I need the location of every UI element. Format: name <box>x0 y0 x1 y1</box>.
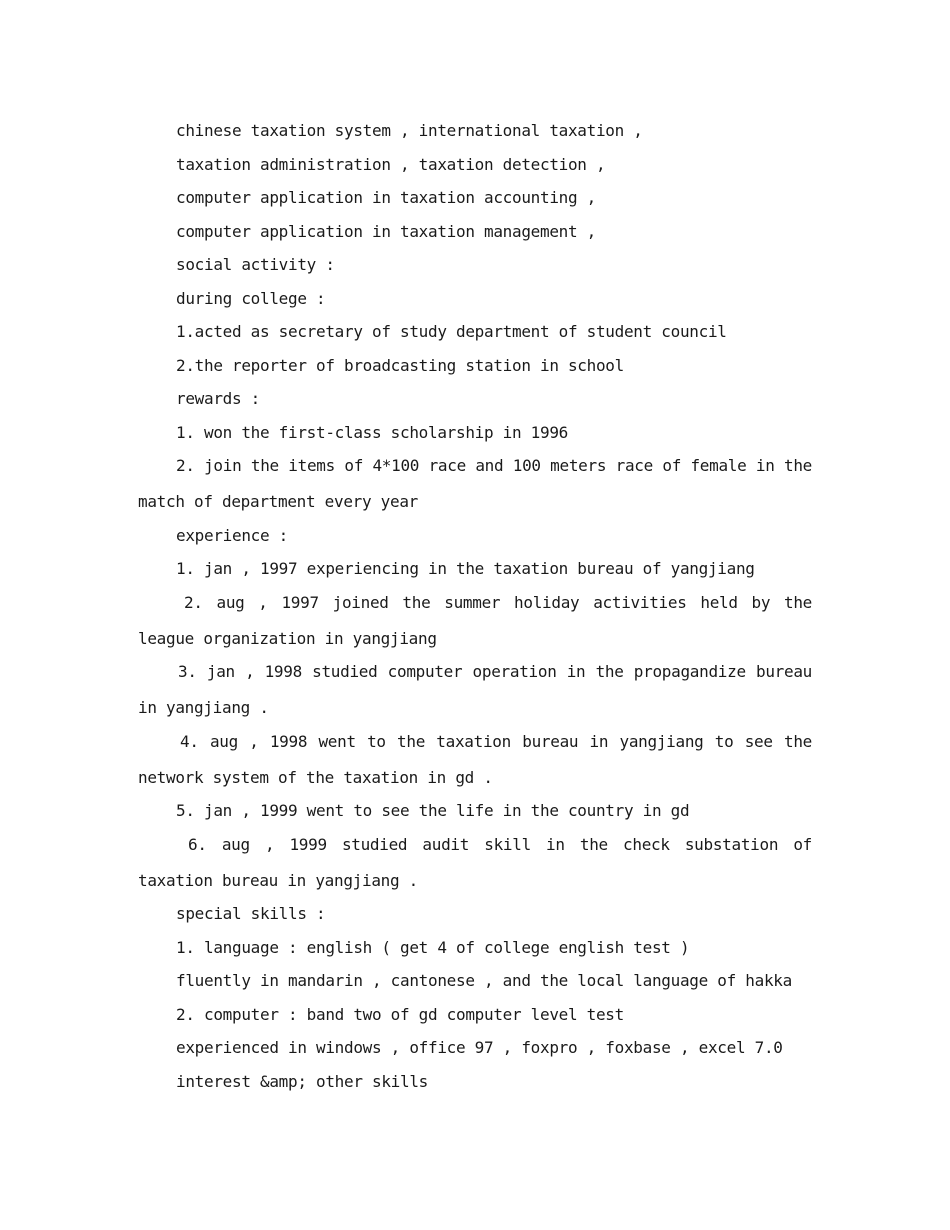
list-item: 1. jan , 1997 experiencing in the taxation bureau of yangjiang <box>176 559 755 578</box>
document-body <box>138 114 812 1098</box>
list-item-continuation: league organization in yangjiang <box>138 628 437 648</box>
section-heading-special-skills: special skills : <box>176 904 326 923</box>
section-heading-social-activity: social activity : <box>176 255 335 274</box>
list-item: 6. aug , 1999 studied audit skill in the check substation of <box>188 834 812 854</box>
list-item-continuation: in yangjiang . <box>138 698 269 717</box>
list-item: 1.acted as secretary of study department of student council <box>176 322 727 341</box>
list-item: 1. language : english ( get 4 of college english test ) <box>176 937 690 957</box>
list-item: 1. won the first-class scholarship in 1996 <box>176 422 568 442</box>
list-item-continuation: match of department every year <box>138 492 418 511</box>
section-heading-interest: interest &amp; other skills <box>176 1071 428 1091</box>
list-item: 2. computer : band two of gd computer level test <box>176 1004 624 1024</box>
section-heading-rewards: rewards : <box>176 389 260 408</box>
text-line: taxation administration , taxation detection , <box>176 154 606 174</box>
text-line: experienced in windows , office 97 , foxpro , foxbase , excel 7.0 <box>176 1038 783 1057</box>
text-line: chinese taxation system , international taxation , <box>176 121 643 140</box>
text-line: computer application in taxation accounting , <box>176 188 596 207</box>
text-line: during college : <box>176 288 326 308</box>
list-item: 2.the reporter of broadcasting station in school <box>176 355 624 375</box>
list-item: 2. aug , 1997 joined the summer holiday activities held by the <box>184 592 812 612</box>
list-item-continuation: taxation bureau in yangjiang . <box>138 870 418 890</box>
list-item: 2. join the items of 4*100 race and 100 meters race of female in the <box>176 456 812 475</box>
text-line: fluently in mandarin , cantonese , and the local language of hakka <box>176 971 792 990</box>
list-item: 4. aug , 1998 went to the taxation bureau in yangjiang to see the <box>180 731 812 751</box>
list-item: 3. jan , 1998 studied computer operation in the propagandize bureau <box>178 662 812 681</box>
list-item: 5. jan , 1999 went to see the life in the country in gd <box>176 801 690 820</box>
section-heading-experience: experience : <box>176 525 288 545</box>
list-item-continuation: network system of the taxation in gd . <box>138 767 493 787</box>
text-line: computer application in taxation management , <box>176 221 596 241</box>
